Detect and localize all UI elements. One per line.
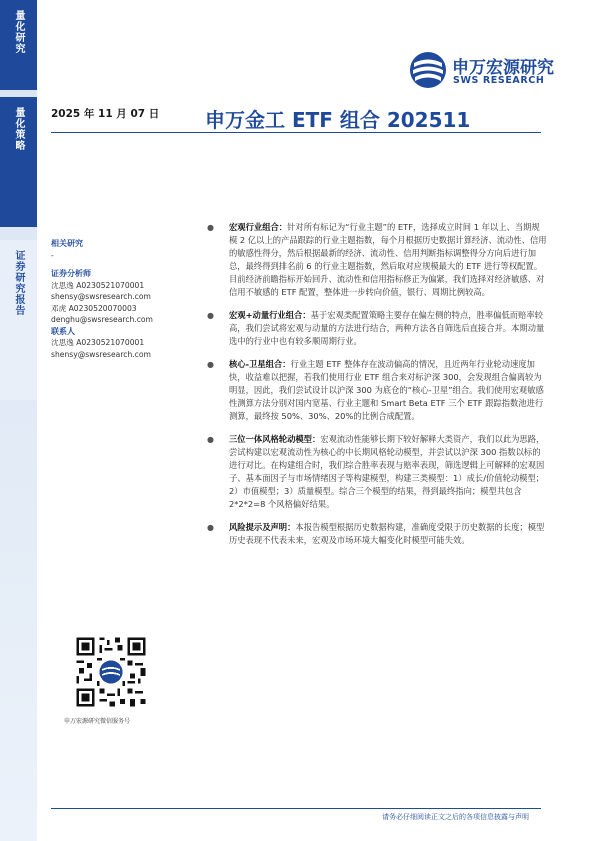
bullet-heading: 三位一体风格轮动模型： — [229, 434, 321, 444]
footer-divider — [51, 808, 541, 809]
header-divider — [51, 132, 541, 133]
bullet-heading: 风险提示及声明： — [229, 522, 296, 532]
logo-text-cn: 申万宏源研究 — [452, 58, 554, 78]
list-item — [207, 521, 547, 547]
list-item — [207, 358, 547, 423]
bullet-text: 行业主题 ETF 整体存在波动偏高的情况，且近两年行业轮动速度加快，收益难以把握，若我们使用行业 ETF 组合来对标沪深 300，会发现组合偏离较为明显，因此，我们尝试设计以沪深 300 为底仓的“核心-卫星”组合。我们使用宏观敏感性测算方法分别对国内宽基、行业主题和 Smart Beta ETF 三个 ETF 跟踪指数池进行测算，最终按 50%、30%、20%的比例合成配置。 — [229, 359, 544, 421]
sidebar-tab-label: 证券研究报告 — [13, 250, 24, 316]
list-item — [207, 309, 547, 348]
related-research-label: 相关研究 — [51, 239, 83, 248]
bullet-icon: ● — [207, 223, 214, 232]
bullet-text: 本报告模型根据历史数据构建，准确度受限于历史数据的长度；模型历史表现不代表未来，宏观及市场环境大幅变化时模型可能失效。 — [229, 522, 545, 545]
contact-label: 联系人 — [51, 326, 75, 336]
sidebar-tab-quant-research — [0, 0, 37, 90]
analyst-line: 沈思逸 A0230521070001 — [51, 280, 145, 290]
sidebar-tab-report-type — [0, 240, 37, 400]
author-info — [51, 238, 196, 360]
bullet-text: 宏观流动性能够长期下较好解释大类资产，我们以此为思路，尝试构建以宏观流动性为核心的中长期风格轮动模型，并尝试以沪深 300 指数以标的进行对比。在构建组合时，我们综合胜率表现与赔率表现，筛选逻辑上可解释的宏观因子、基本面因子与市场情绪因子等构建模型，构建三类模型：1）成长/价值轮动模型；2）市值模型；3）质量模型。综合三个模型的结果，得到最终指向；模型共包含 2*2*2=8 个风格偏好结果。 — [229, 434, 545, 509]
bullet-icon: ● — [207, 523, 214, 532]
sidebar-tab-label: 量化策略 — [13, 107, 24, 151]
list-item — [207, 433, 547, 511]
report-date: 2025 年 11 月 07 日 — [51, 108, 160, 120]
bullet-heading: 核心-卫星组合： — [229, 359, 291, 369]
footer-disclaimer: 请务必仔细阅读正文之后的各项信息披露与声明 — [382, 813, 529, 821]
analyst-line: 邓虎 A0230520070003 — [51, 303, 137, 313]
logo-text-en: SWS RESEARCH — [453, 75, 545, 86]
contact-email-link[interactable]: shensy@swsresearch.com — [51, 349, 151, 359]
page-title: 申万金工 ETF 组合 202511 — [205, 108, 471, 132]
qr-code-icon[interactable] — [74, 635, 148, 709]
summary-content — [207, 221, 547, 557]
bullet-text: 基于宏观类配置策略主要存在偏左侧的特点，胜率偏低而赔率较高，我们尝试将宏观与动量的方法进行结合，两种方法各自筛选后直接合并。本期动量选中的行业中也有较多顺周期行业。 — [229, 310, 545, 346]
bullet-icon: ● — [207, 311, 214, 320]
related-research-value: - — [51, 250, 54, 260]
sidebar — [0, 0, 37, 841]
sidebar-tab-quant-strategy — [0, 97, 37, 227]
analyst-label: 证券分析师 — [51, 269, 91, 278]
bullet-heading: 宏观行业组合： — [229, 222, 288, 232]
list-item — [207, 221, 547, 299]
analyst-email-link[interactable]: shensy@swsresearch.com — [51, 292, 151, 301]
qr-caption: 申万宏源研究微信服务号 — [64, 718, 131, 725]
analyst-email-link[interactable]: denghu@swsresearch.com — [51, 315, 153, 324]
logo-mark-icon — [408, 50, 448, 90]
bullet-text: 针对所有标记为“行业主题”的 ETF，选择成立时间 1 年以上、当期规模 2 亿以上的产品跟踪的行业主题指数，每个月根据历史数据计算经济、流动性、信用的敏感性得分，然后根据最新的经济、流动性、信用判断指标调整得分方向后进行加总，最终得到排名前 6 的行业主题指数，然后取对应规模最大的 ETF 进行等权配置。目前经济前瞻指标开始回升、流动性和信用指标修正为偏紧，我们选择对经济敏感、对信用不敏感的 ETF 配置，整体进一步转向价值，银行、周期比例较高。 — [229, 222, 547, 297]
bullet-heading: 宏观+动量行业组合： — [229, 310, 311, 320]
company-logo — [408, 50, 573, 92]
bullet-icon: ● — [207, 360, 214, 369]
sidebar-tab-label: 量化研究 — [13, 10, 24, 54]
bullet-icon: ● — [207, 435, 214, 444]
contact-line: 沈思逸 A0230521070001 — [51, 338, 145, 347]
